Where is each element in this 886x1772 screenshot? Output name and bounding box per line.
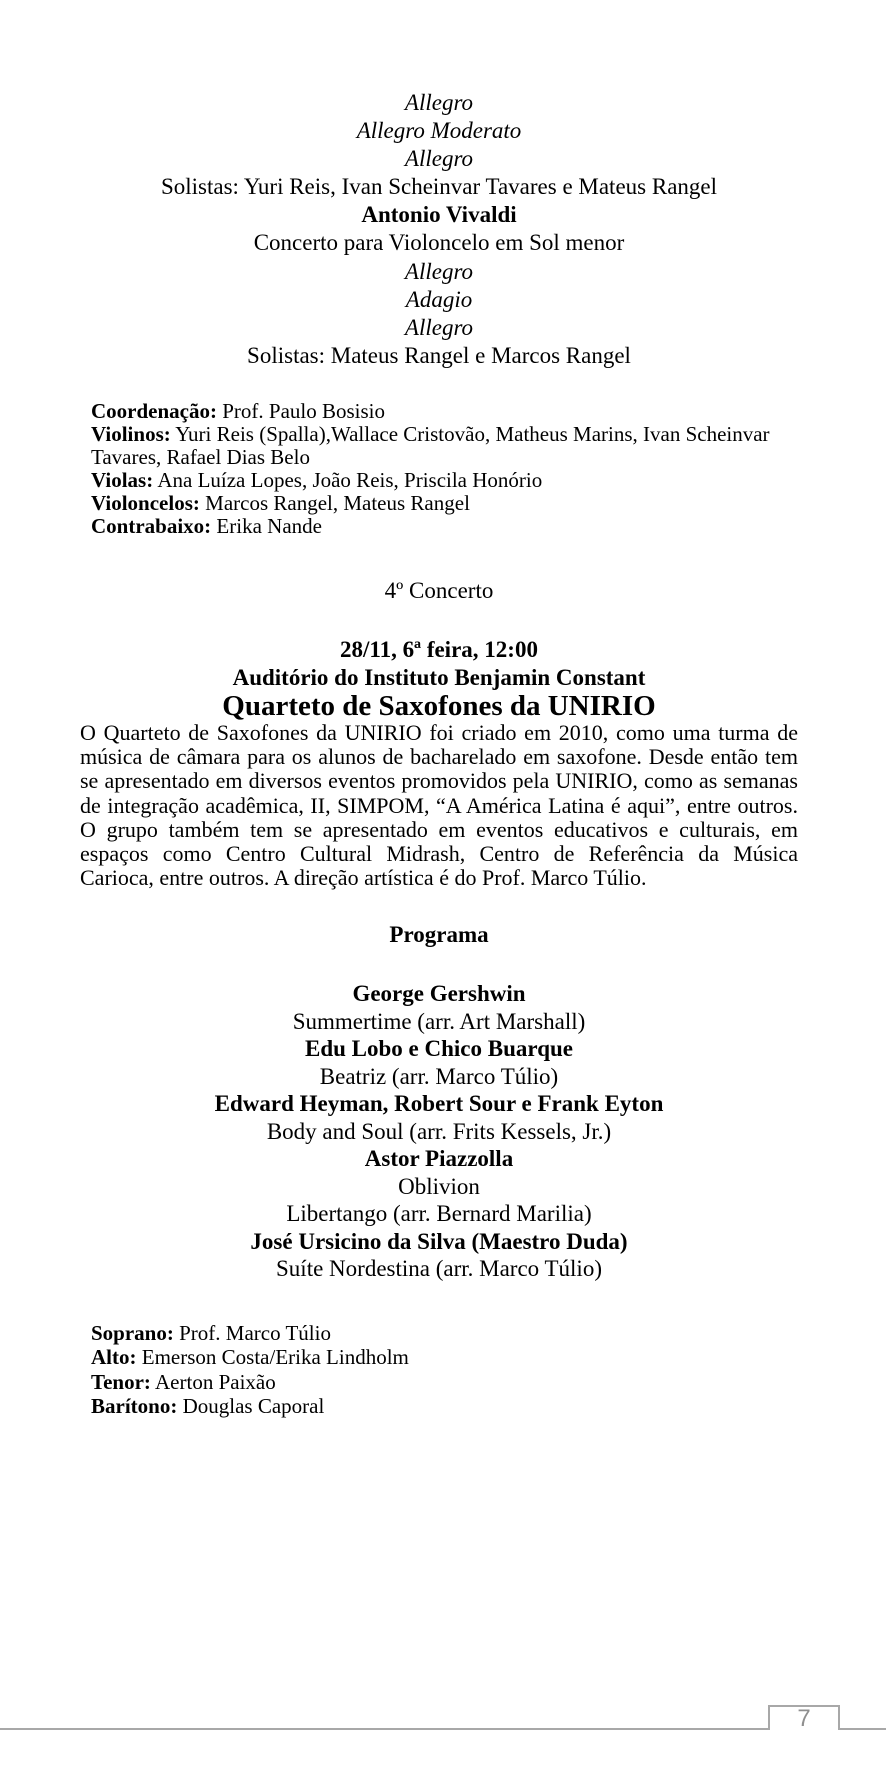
concert-title: 4º Concerto (384, 578, 494, 603)
work-title: Concerto para Violoncelo em Sol menor (253, 230, 625, 256)
program-composer: José Ursicino da Silva (Maestro Duda) (250, 1228, 628, 1254)
performer-line (91, 1345, 798, 1369)
performer-label: Barítono: (91, 1393, 178, 1418)
movement-line: Allegro (404, 314, 474, 340)
credit-line (91, 515, 798, 538)
credit-line (91, 492, 798, 515)
performer-line (91, 1321, 798, 1345)
program-composer: Edu Lobo e Chico Buarque (305, 1036, 573, 1061)
program-list (80, 980, 798, 1283)
footer-rule (0, 1728, 886, 1730)
soloists-line: Solistas: Mateus Rangel e Marcos Rangel (247, 342, 631, 368)
credit-label: Violinos: (91, 422, 171, 446)
performer-label: Soprano: (91, 1321, 174, 1345)
credit-line (91, 400, 798, 423)
concert-datetime: 28/11, 6ª feira, 12:00 (340, 637, 538, 662)
credit-label: Coordenação: (91, 399, 217, 423)
program-composer: Edward Heyman, Robert Sour e Frank Eyton (214, 1091, 664, 1116)
performer-value: Prof. Marco Túlio (179, 1321, 331, 1345)
program-piece: Oblivion (398, 1173, 480, 1199)
quartet-credits-block (91, 1321, 798, 1418)
credit-value: Ana Luíza Lopes, João Reis, Priscila Honório (157, 468, 543, 492)
credit-value: Marcos Rangel, Mateus Rangel (205, 491, 470, 515)
movement-line: Allegro (404, 90, 474, 115)
movement-line: Allegro (404, 258, 474, 284)
page-number-box (768, 1705, 840, 1730)
credit-label: Violas: (91, 468, 154, 492)
soloists-line: Solistas: Yuri Reis, Ivan Scheinvar Tavares e Mateus Rangel (160, 174, 718, 200)
movement-line: Allegro Moderato (356, 118, 522, 144)
composer-name: Antonio Vivaldi (361, 202, 517, 228)
program-piece: Libertango (arr. Bernard Marilia) (286, 1201, 592, 1226)
program-piece: Beatriz (arr. Marco Túlio) (319, 1063, 559, 1089)
previous-concert-block (80, 89, 798, 370)
performer-value: Emerson Costa/Erika Lindholm (141, 1345, 409, 1370)
credit-line (91, 469, 798, 492)
page-number: 7 (797, 1705, 811, 1732)
movement-line: Adagio (405, 286, 473, 312)
ensemble-description: O Quarteto de Saxofones da UNIRIO foi criado em 2010, como uma turma de música de câmara para os alunos de bacharelado em saxofone. Desde então tem se apresentado em diversos eventos promovidos pela UNIRIO, como as semanas de integração acadêmica, II, SIMPOM, “A América Latina é aqui”, entre outros. O grupo também tem se apresentado em eventos educativos e culturais, em espaços como Centro Cultural Midrash, Centro de Referência da Música Carioca, entre outros. A direção artística é do Prof. Marco Túlio. (80, 720, 798, 891)
program-piece: Summertime (arr. Art Marshall) (292, 1008, 586, 1034)
program-composer: Astor Piazzolla (364, 1146, 514, 1171)
performer-label: Tenor: (91, 1369, 151, 1394)
program-piece: Body and Soul (arr. Frits Kessels, Jr.) (266, 1118, 612, 1144)
program-heading: Programa (389, 922, 489, 947)
credit-value: Yuri Reis (Spalla),Wallace Cristovão, Matheus Marins, Ivan Scheinvar Tavares, Rafael Dias Belo (91, 422, 770, 469)
credit-value: Prof. Paulo Bosisio (222, 399, 386, 423)
orchestra-credits-block (91, 400, 798, 538)
program-composer: George Gershwin (352, 981, 526, 1006)
credit-label: Violoncelos: (91, 491, 200, 515)
performer-label: Alto: (91, 1345, 137, 1370)
credit-line (91, 423, 798, 469)
credit-value: Erika Nande (216, 514, 322, 538)
program-piece: Suíte Nordestina (arr. Marco Túlio) (276, 1256, 602, 1281)
movement-line: Allegro (404, 146, 474, 172)
performer-value: Aerton Paixão (155, 1369, 276, 1394)
concert-header-block (80, 636, 798, 721)
performer-value: Douglas Caporal (182, 1393, 325, 1418)
credit-label: Contrabaixo: (91, 514, 212, 538)
ensemble-name: Quarteto de Saxofones da UNIRIO (222, 690, 656, 722)
concert-venue: Auditório do Instituto Benjamin Constant (232, 664, 646, 690)
performer-line (91, 1394, 798, 1418)
performer-line (91, 1370, 798, 1394)
